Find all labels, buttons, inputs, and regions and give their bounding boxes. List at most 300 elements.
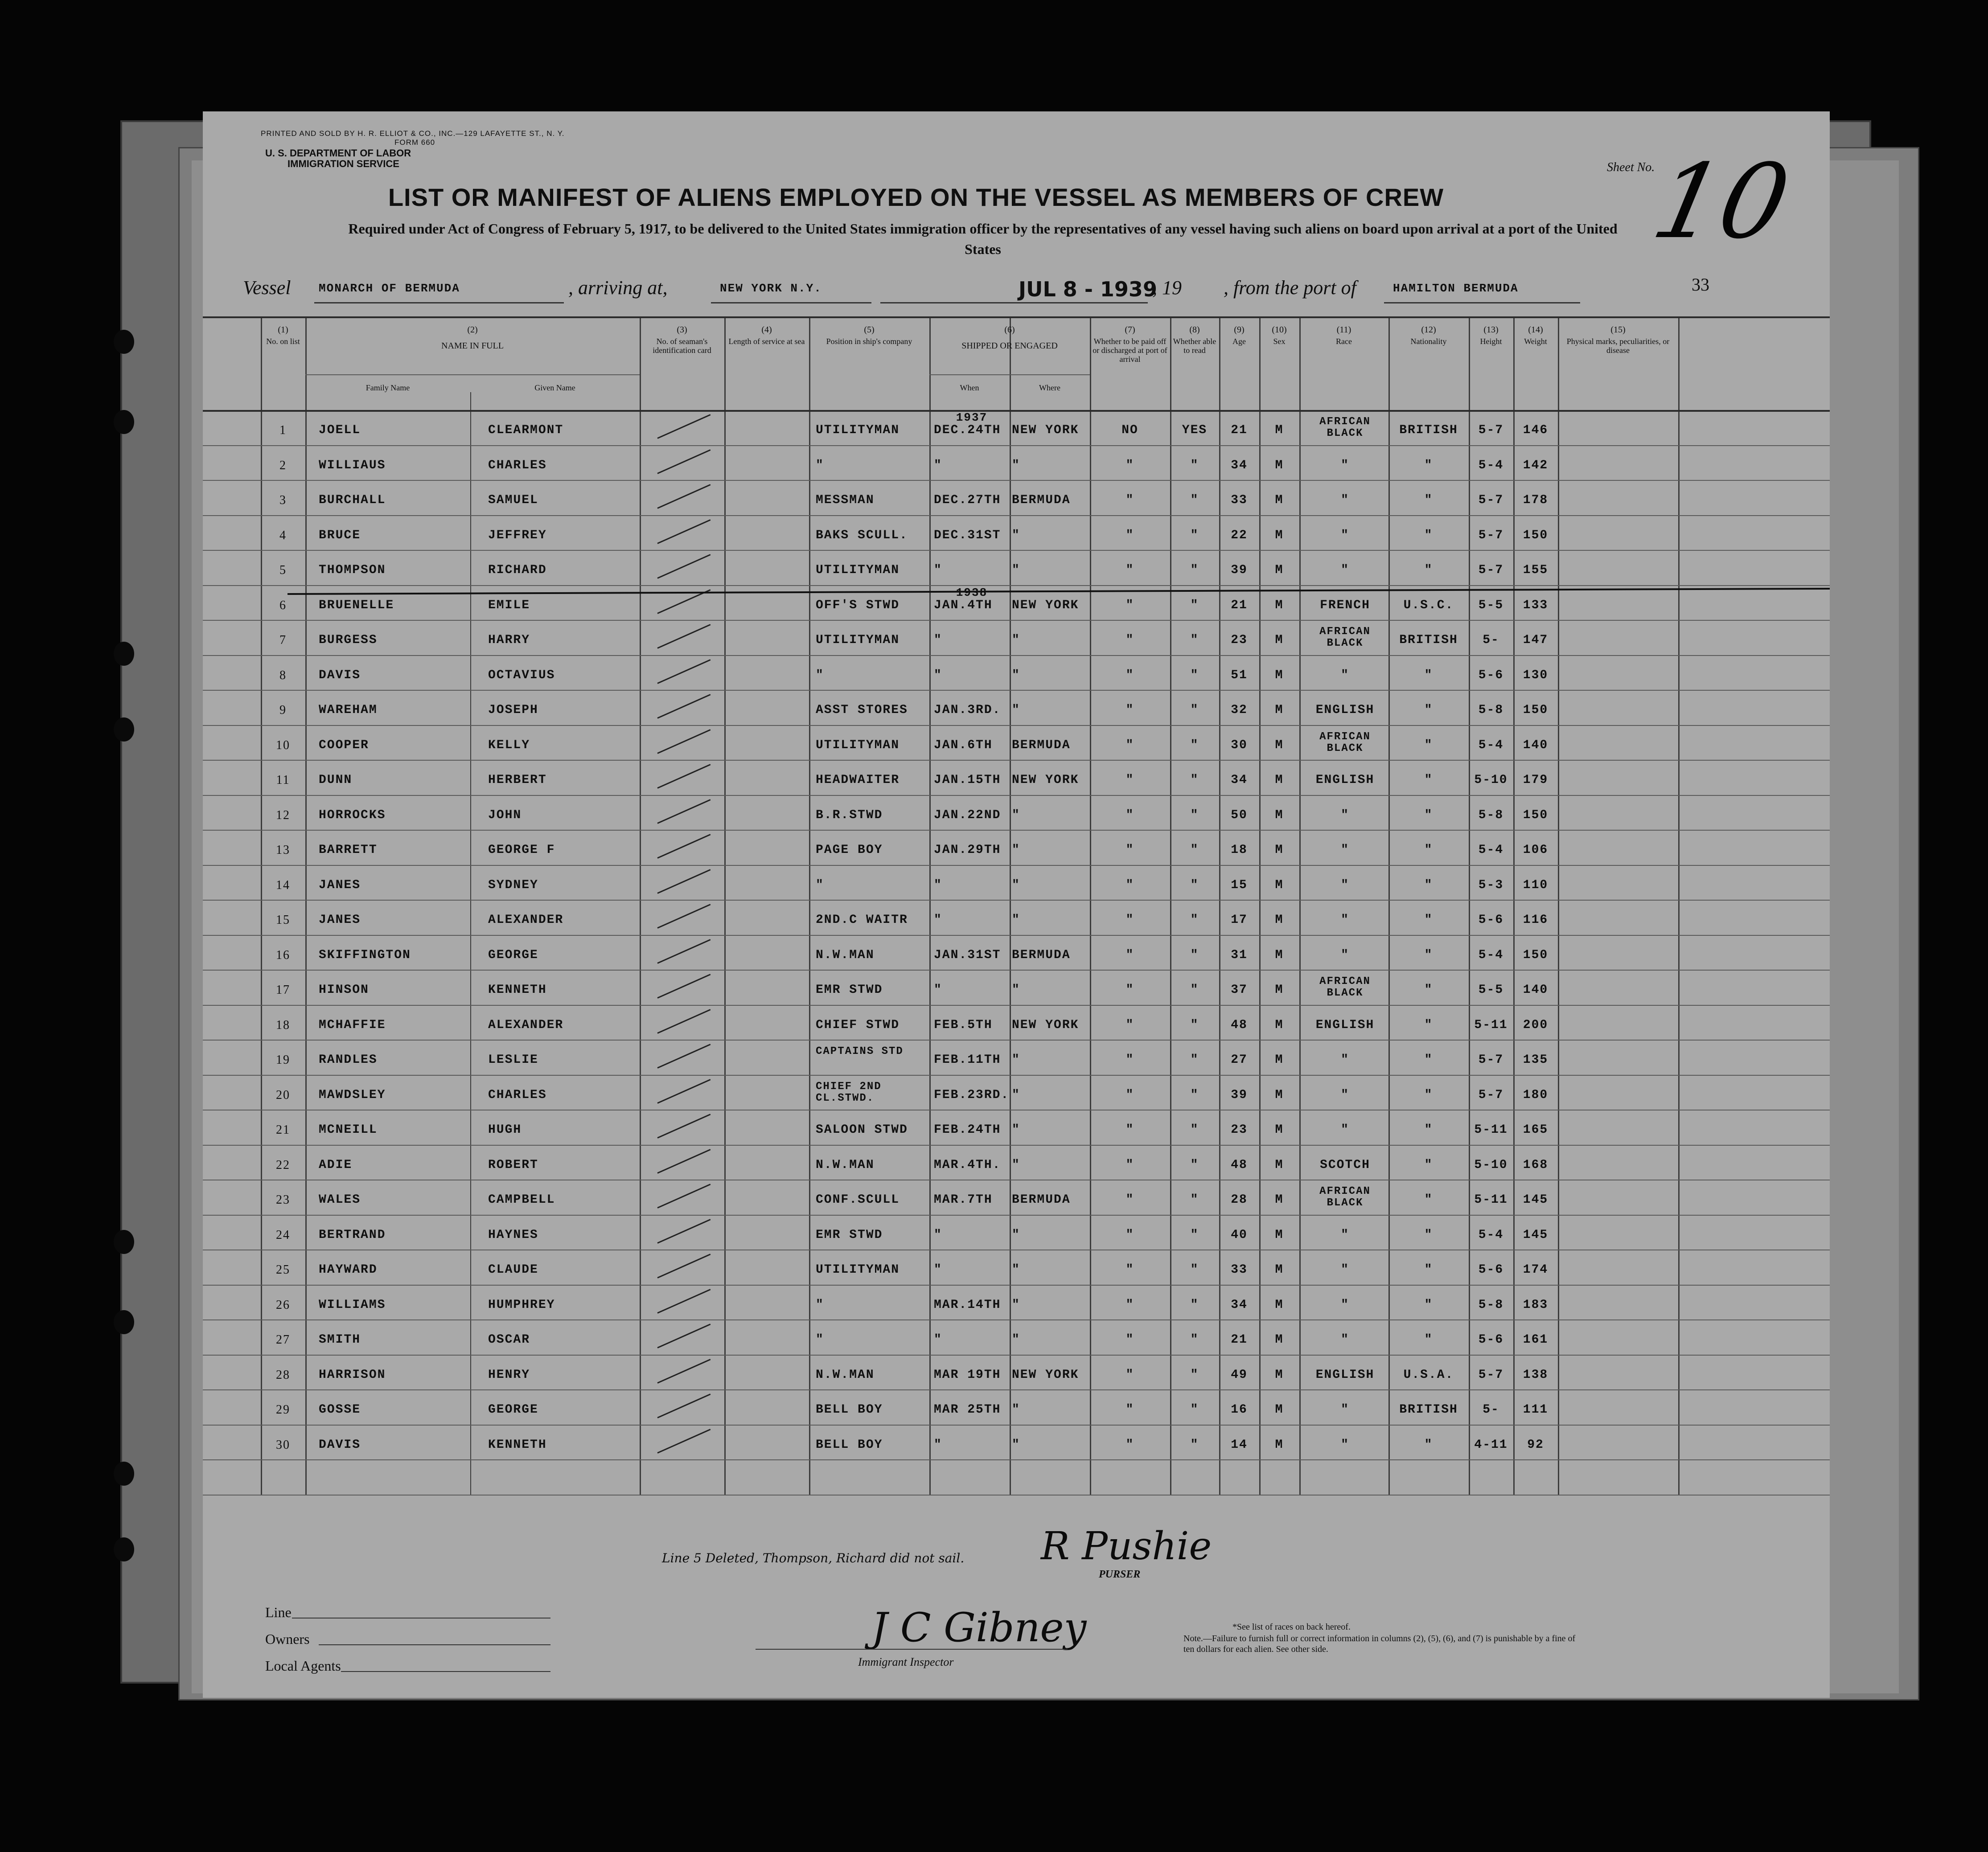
manifest-footer — [203, 1524, 1830, 1698]
row-3-weight: 178 — [1523, 493, 1549, 507]
row-18-where: NEW YORK — [1012, 1018, 1079, 1032]
row-23-given: CAMPBELL — [488, 1193, 555, 1207]
row-25-no: 25 — [276, 1263, 290, 1277]
row-6-read: " — [1190, 598, 1199, 612]
name-column-split — [470, 392, 471, 1495]
table-row-rule — [203, 830, 1830, 831]
row-15-sex: M — [1275, 913, 1284, 927]
row-1-nationality: BRITISH — [1399, 423, 1458, 437]
table-column-rule — [809, 316, 810, 1495]
row-19-sex: M — [1275, 1053, 1284, 1067]
row-20-race: " — [1341, 1088, 1349, 1102]
row-19-when: FEB.11TH — [934, 1053, 1001, 1067]
binder-hole — [114, 410, 134, 434]
table-row-rule — [203, 1495, 1830, 1496]
row-7-race: AFRICAN BLACK — [1319, 626, 1371, 649]
row-19-paid: " — [1125, 1053, 1134, 1067]
column-label: Length of service at sea — [728, 337, 805, 346]
row-6-paid: " — [1125, 598, 1134, 612]
row-13-sex: M — [1275, 843, 1284, 857]
form-number: FORM 660 — [394, 138, 435, 147]
row-11-when: JAN.15TH — [934, 773, 1001, 787]
row-13-family: BARRETT — [319, 843, 378, 857]
row-18-family: MCHAFFIE — [319, 1018, 386, 1032]
row-14-sex: M — [1275, 878, 1284, 892]
row-26-age: 34 — [1231, 1298, 1248, 1312]
row-15-where: " — [1012, 913, 1020, 927]
column-header-c4 — [724, 325, 809, 346]
arriving-label: , arriving at, — [568, 277, 668, 299]
row-4-given: JEFFREY — [488, 528, 547, 542]
row-13-when: JAN.29TH — [934, 843, 1001, 857]
row-29-read: " — [1190, 1403, 1199, 1417]
row-10-race: AFRICAN BLACK — [1319, 730, 1371, 754]
row-14-age: 15 — [1231, 878, 1248, 892]
row-20-height: 5-7 — [1478, 1088, 1504, 1102]
row-22-no: 22 — [276, 1158, 290, 1172]
row-18-age: 48 — [1231, 1018, 1248, 1032]
column-number: (7) — [1125, 325, 1135, 335]
row-7-position: UTILITYMAN — [816, 633, 900, 647]
row-5-no: 5 — [279, 563, 287, 577]
table-row-rule — [203, 760, 1830, 761]
column-label: Sex — [1273, 337, 1286, 346]
row-14-when: " — [934, 878, 942, 892]
row-21-height: 5-11 — [1474, 1123, 1508, 1137]
row-2-where: " — [1012, 458, 1020, 472]
row-19-age: 27 — [1231, 1053, 1248, 1067]
row-5-race: " — [1341, 563, 1349, 577]
row-9-height: 5-8 — [1478, 703, 1504, 717]
row-15-when: " — [934, 913, 942, 927]
table-column-rule — [640, 316, 641, 1495]
row-16-position: N.W.MAN — [816, 948, 875, 962]
row-3-height: 5-7 — [1478, 493, 1504, 507]
row-8-position: " — [816, 668, 824, 682]
row-30-race: " — [1341, 1438, 1349, 1452]
row-19-weight: 135 — [1523, 1053, 1549, 1067]
row-14-given: SYDNEY — [488, 878, 538, 892]
row-21-read: " — [1190, 1123, 1199, 1137]
row-7-where: " — [1012, 633, 1020, 647]
row-27-height: 5-6 — [1478, 1333, 1504, 1347]
row-12-seaman-card-tick — [657, 799, 711, 824]
row-3-race: " — [1341, 493, 1349, 507]
column-header-c13 — [1469, 325, 1513, 346]
row-27-weight: 161 — [1523, 1333, 1549, 1347]
row-1-when: DEC.24TH — [934, 423, 1001, 437]
table-row-rule — [203, 1005, 1830, 1006]
printer-imprint — [261, 129, 565, 147]
row-27-family: SMITH — [319, 1333, 361, 1347]
row-2-nationality: " — [1424, 458, 1433, 472]
row-13-height: 5-4 — [1478, 843, 1504, 857]
row-21-where: " — [1012, 1123, 1020, 1137]
row-1-read: YES — [1182, 423, 1208, 437]
row-9-when: JAN.3RD. — [934, 703, 1001, 717]
page-number: 33 — [1692, 275, 1709, 295]
row-28-sex: M — [1275, 1368, 1284, 1382]
row-21-paid: " — [1125, 1123, 1134, 1137]
row-17-position: EMR STWD — [816, 983, 883, 997]
row-24-given: HAYNES — [488, 1228, 538, 1242]
row-13-age: 18 — [1231, 843, 1248, 857]
row-17-nationality: " — [1424, 983, 1433, 997]
row-16-seaman-card-tick — [657, 939, 711, 964]
vessel-name: MONARCH OF BERMUDA — [319, 282, 460, 295]
column-header-family-name: Family Name — [366, 383, 410, 392]
inspector-label: Immigrant Inspector — [858, 1655, 954, 1668]
service-name: IMMIGRATION SERVICE — [288, 158, 399, 169]
row-15-race: " — [1341, 913, 1349, 927]
row-27-sex: M — [1275, 1333, 1284, 1347]
row-23-family: WALES — [319, 1193, 361, 1207]
row-28-age: 49 — [1231, 1368, 1248, 1382]
row-7-age: 23 — [1231, 633, 1248, 647]
row-10-paid: " — [1125, 738, 1134, 752]
row-13-no: 13 — [276, 843, 290, 857]
row-12-height: 5-8 — [1478, 808, 1504, 822]
row-12-given: JOHN — [488, 808, 522, 822]
row-11-weight: 179 — [1523, 773, 1549, 787]
row-9-seaman-card-tick — [657, 694, 711, 719]
table-column-rule — [724, 316, 726, 1495]
row-15-family: JANES — [319, 913, 361, 927]
column-label: Height — [1480, 337, 1502, 346]
row-8-weight: 130 — [1523, 668, 1549, 682]
row-22-race: SCOTCH — [1320, 1158, 1370, 1172]
row-14-nationality: " — [1424, 878, 1433, 892]
row-20-seaman-card-tick — [657, 1079, 711, 1104]
table-top-rule — [203, 316, 1830, 318]
row-26-family: WILLIAMS — [319, 1298, 386, 1312]
row-14-where: " — [1012, 878, 1020, 892]
row-21-seaman-card-tick — [657, 1114, 711, 1139]
row-12-race: " — [1341, 808, 1349, 822]
row-3-family: BURCHALL — [319, 493, 386, 507]
row-23-no: 23 — [276, 1193, 290, 1207]
row-4-age: 22 — [1231, 528, 1248, 542]
row-15-given: ALEXANDER — [488, 913, 564, 927]
row-22-weight: 168 — [1523, 1158, 1549, 1172]
row-19-where: " — [1012, 1053, 1020, 1067]
row-26-height: 5-8 — [1478, 1298, 1504, 1312]
row-18-seaman-card-tick — [657, 1009, 711, 1034]
row-1-family: JOELL — [319, 423, 361, 437]
column-number: (2) — [467, 325, 478, 335]
row-11-seaman-card-tick — [657, 764, 711, 789]
row-11-paid: " — [1125, 773, 1134, 787]
table-row-rule — [203, 725, 1830, 726]
row-13-weight: 106 — [1523, 843, 1549, 857]
column-number: (10) — [1272, 325, 1287, 335]
row-26-where: " — [1012, 1298, 1020, 1312]
row-16-height: 5-4 — [1478, 948, 1504, 962]
column-label: SHIPPED OR ENGAGED — [961, 341, 1058, 351]
local-agents-label: Local Agents — [265, 1658, 341, 1674]
row-27-seaman-card-tick — [657, 1323, 711, 1348]
row-3-position: MESSMAN — [816, 493, 875, 507]
row-25-race: " — [1341, 1263, 1349, 1277]
row-4-when: DEC.31ST — [934, 528, 1001, 542]
binder-hole — [114, 330, 134, 354]
column-number: (14) — [1528, 325, 1543, 335]
row-1-sex: M — [1275, 423, 1284, 437]
row-5-given: RICHARD — [488, 563, 547, 577]
row-13-paid: " — [1125, 843, 1134, 857]
row-24-seaman-card-tick — [657, 1219, 711, 1244]
row-28-where: NEW YORK — [1012, 1368, 1079, 1382]
row-5-height: 5-7 — [1478, 563, 1504, 577]
row-19-race: " — [1341, 1053, 1349, 1067]
column-header-c7 — [1090, 325, 1170, 364]
column-header-c2 — [305, 325, 640, 350]
row-9-given: JOSEPH — [488, 703, 538, 717]
row-23-where: BERMUDA — [1012, 1193, 1071, 1207]
row-12-no: 12 — [276, 808, 290, 822]
owners-label: Owners — [265, 1631, 310, 1647]
row-29-where: " — [1012, 1403, 1020, 1417]
row-3-no: 3 — [279, 493, 287, 507]
row-24-position: EMR STWD — [816, 1228, 883, 1242]
row-29-height: 5- — [1483, 1403, 1499, 1417]
row-2-position: " — [816, 458, 824, 472]
row-20-sex: M — [1275, 1088, 1284, 1102]
row-4-read: " — [1190, 528, 1199, 542]
purser-signature: R Pushie — [1041, 1524, 1212, 1569]
row-16-weight: 150 — [1523, 948, 1549, 962]
row-13-where: " — [1012, 843, 1020, 857]
sheet-number-handwritten: 10 — [1643, 143, 1799, 262]
row-23-height: 5-11 — [1474, 1193, 1508, 1207]
table-column-rule — [929, 316, 931, 1495]
row-5-when: " — [934, 563, 942, 577]
row-19-position: CAPTAINS STD — [816, 1045, 904, 1057]
row-25-read: " — [1190, 1263, 1199, 1277]
row-11-given: HERBERT — [488, 773, 547, 787]
table-row-rule — [203, 550, 1830, 551]
table-row-rule — [203, 1389, 1830, 1390]
column-header-c6 — [929, 325, 1090, 350]
row-1-year: 1937 — [956, 411, 988, 424]
row-22-family: ADIE — [319, 1158, 353, 1172]
row-12-read: " — [1190, 808, 1199, 822]
row-18-sex: M — [1275, 1018, 1284, 1032]
column-header-where: Where — [1039, 383, 1060, 392]
row-12-family: HORROCKS — [319, 808, 386, 822]
row-17-age: 37 — [1231, 983, 1248, 997]
row-27-paid: " — [1125, 1333, 1134, 1347]
row-4-race: " — [1341, 528, 1349, 542]
row-15-weight: 116 — [1523, 913, 1549, 927]
row-11-no: 11 — [276, 773, 290, 787]
row-22-given: ROBERT — [488, 1158, 538, 1172]
row-2-when: " — [934, 458, 942, 472]
row-29-sex: M — [1275, 1403, 1284, 1417]
row-8-race: " — [1341, 668, 1349, 682]
row-20-given: CHARLES — [488, 1088, 547, 1102]
row-2-race: " — [1341, 458, 1349, 472]
row-23-when: MAR.7TH — [934, 1193, 993, 1207]
row-14-seaman-card-tick — [657, 869, 711, 894]
table-row-rule — [203, 515, 1830, 516]
row-24-no: 24 — [276, 1228, 290, 1242]
row-30-position: BELL BOY — [816, 1438, 883, 1452]
row-11-height: 5-10 — [1474, 773, 1508, 787]
row-25-nationality: " — [1424, 1263, 1433, 1277]
row-16-given: GEORGE — [488, 948, 538, 962]
row-11-family: DUNN — [319, 773, 353, 787]
row-14-no: 14 — [276, 878, 290, 892]
row-4-family: BRUCE — [319, 528, 361, 542]
table-row-rule — [203, 1425, 1830, 1426]
row-27-position: " — [816, 1333, 824, 1347]
row-15-height: 5-6 — [1478, 913, 1504, 927]
row-20-family: MAWDSLEY — [319, 1088, 386, 1102]
row-6-year: 1938 — [956, 586, 988, 599]
row-3-read: " — [1190, 493, 1199, 507]
row-30-when: " — [934, 1438, 942, 1452]
row-15-nationality: " — [1424, 913, 1433, 927]
row-1-seaman-card-tick — [657, 414, 711, 439]
row-1-race: AFRICAN BLACK — [1319, 416, 1371, 439]
arriving-port: NEW YORK N.Y. — [720, 282, 822, 295]
row-16-paid: " — [1125, 948, 1134, 962]
row-24-nationality: " — [1424, 1228, 1433, 1242]
row-18-position: CHIEF STWD — [816, 1018, 900, 1032]
owners-underline — [319, 1644, 550, 1645]
row-1-height: 5-7 — [1478, 423, 1504, 437]
row-4-height: 5-7 — [1478, 528, 1504, 542]
row-22-when: MAR.4TH. — [934, 1158, 1001, 1172]
row-12-weight: 150 — [1523, 808, 1549, 822]
table-row-rule — [203, 1075, 1830, 1076]
row-3-given: SAMUEL — [488, 493, 538, 507]
from-port: HAMILTON BERMUDA — [1393, 282, 1519, 295]
column-header-c12 — [1388, 325, 1469, 346]
row-4-weight: 150 — [1523, 528, 1549, 542]
row-23-position: CONF.SCULL — [816, 1193, 900, 1207]
row-18-when: FEB.5TH — [934, 1018, 993, 1032]
table-column-rule — [1299, 316, 1301, 1495]
row-20-when: FEB.23RD. — [934, 1088, 1010, 1102]
table-row-rule — [203, 1215, 1830, 1216]
row-1-no: 1 — [279, 423, 287, 437]
row-20-position: CHIEF 2ND CL.STWD. — [816, 1080, 882, 1104]
row-30-age: 14 — [1231, 1438, 1248, 1452]
row-30-weight: 92 — [1527, 1438, 1544, 1452]
column-label: Weight — [1524, 337, 1547, 346]
row-4-nationality: " — [1424, 528, 1433, 542]
row-29-seaman-card-tick — [657, 1393, 711, 1418]
row-29-weight: 111 — [1523, 1403, 1549, 1417]
table-row-rule — [203, 620, 1830, 621]
row-10-when: JAN.6TH — [934, 738, 993, 752]
column-header-c15 — [1558, 325, 1678, 355]
row-26-paid: " — [1125, 1298, 1134, 1312]
row-20-weight: 180 — [1523, 1088, 1549, 1102]
row-5-where: " — [1012, 563, 1020, 577]
row-9-position: ASST STORES — [816, 703, 908, 717]
row-8-height: 5-6 — [1478, 668, 1504, 682]
row-27-nationality: " — [1424, 1333, 1433, 1347]
row-23-seaman-card-tick — [657, 1184, 711, 1209]
binder-hole — [114, 1462, 134, 1486]
row-25-position: UTILITYMAN — [816, 1263, 900, 1277]
row-17-paid: " — [1125, 983, 1134, 997]
vessel-label: Vessel — [243, 277, 291, 299]
table-row-rule — [203, 795, 1830, 796]
row-26-given: HUMPHREY — [488, 1298, 555, 1312]
table-row-rule — [203, 865, 1830, 866]
row-30-nationality: " — [1424, 1438, 1433, 1452]
row-9-race: ENGLISH — [1315, 703, 1375, 717]
row-10-given: KELLY — [488, 738, 530, 752]
column-header-when: When — [960, 383, 979, 392]
row-28-no: 28 — [276, 1368, 290, 1382]
row-5-seaman-card-tick — [657, 554, 711, 579]
row-21-sex: M — [1275, 1123, 1284, 1137]
row-26-no: 26 — [276, 1298, 290, 1312]
column-header-given-name: Given Name — [534, 383, 575, 392]
table-row-rule — [203, 1040, 1830, 1041]
row-15-read: " — [1190, 913, 1199, 927]
column-label: Whether able to read — [1173, 337, 1216, 355]
binder-hole — [114, 717, 134, 742]
column-header-c14 — [1513, 325, 1558, 346]
row-19-seaman-card-tick — [657, 1044, 711, 1069]
row-14-family: JANES — [319, 878, 361, 892]
column-header-c10 — [1259, 325, 1299, 346]
table-row-rule — [203, 655, 1830, 656]
row-9-age: 32 — [1231, 703, 1248, 717]
row-28-weight: 138 — [1523, 1368, 1549, 1382]
row-28-paid: " — [1125, 1368, 1134, 1382]
row-29-paid: " — [1125, 1403, 1134, 1417]
row-10-sex: M — [1275, 738, 1284, 752]
row-7-height: 5- — [1483, 633, 1499, 647]
row-14-paid: " — [1125, 878, 1134, 892]
row-10-nationality: " — [1424, 738, 1433, 752]
row-7-no: 7 — [279, 633, 287, 647]
row-19-family: RANDLES — [319, 1053, 378, 1067]
row-6-height: 5-5 — [1478, 598, 1504, 612]
purser-label: PURSER — [1099, 1569, 1141, 1580]
row-9-paid: " — [1125, 703, 1134, 717]
row-30-paid: " — [1125, 1438, 1134, 1452]
row-1-age: 21 — [1231, 423, 1248, 437]
row-22-height: 5-10 — [1474, 1158, 1508, 1172]
row-10-where: BERMUDA — [1012, 738, 1071, 752]
row-29-family: GOSSE — [319, 1403, 361, 1417]
row-19-nationality: " — [1424, 1053, 1433, 1067]
row-11-position: HEADWAITER — [816, 773, 900, 787]
row-11-race: ENGLISH — [1315, 773, 1375, 787]
row-21-family: MCNEILL — [319, 1123, 378, 1137]
row-20-paid: " — [1125, 1088, 1134, 1102]
row-13-race: " — [1341, 843, 1349, 857]
row-30-read: " — [1190, 1438, 1199, 1452]
row-3-age: 33 — [1231, 493, 1248, 507]
column-header-c3 — [640, 325, 724, 355]
row-25-given: CLAUDE — [488, 1263, 538, 1277]
row-11-age: 34 — [1231, 773, 1248, 787]
row-9-family: WAREHAM — [319, 703, 378, 717]
row-25-seaman-card-tick — [657, 1254, 711, 1278]
row-4-paid: " — [1125, 528, 1134, 542]
row-24-sex: M — [1275, 1228, 1284, 1242]
deletion-note: Line 5 Deleted, Thompson, Richard did not sail. — [662, 1551, 965, 1565]
